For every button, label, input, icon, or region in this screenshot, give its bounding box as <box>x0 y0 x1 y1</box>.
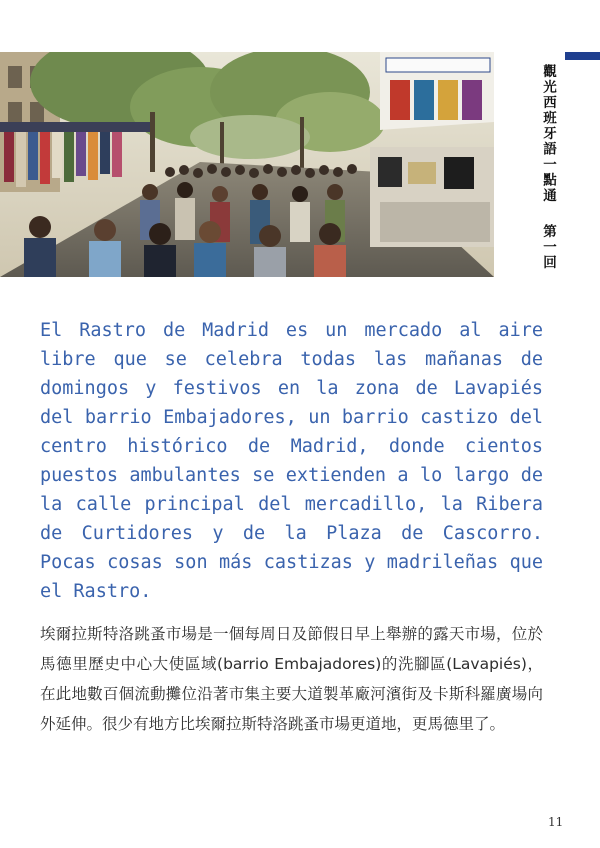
accent-bar <box>565 52 600 60</box>
volume-label: 第一回 <box>540 224 556 271</box>
spanish-paragraph: El Rastro de Madrid es un mercado al aire libre que se celebra todas las mañanas de domingos y festivos en la zona de Lavapiés del barrio Embajadores, un barrio castizo del centro histórico de Madrid, donde cientos puestos ambulantes se extienden a lo largo de la calle principal del mercadillo, la Ribera de Curtidores y de la Plaza de Cascorro. Pocas cosas son más castizas y madrileñas que el Rastro. <box>40 320 543 602</box>
page-number: 11 <box>548 815 564 829</box>
running-header <box>536 64 558 271</box>
market-scene-illustration <box>0 52 494 277</box>
series-title: 觀光西班牙語一點通 <box>540 64 556 204</box>
chinese-paragraph: 埃爾拉斯特洛跳蚤市場是一個每周日及節假日早上舉辦的露天市場，位於馬德里歷史中心大使區域(barrio Embajadores)的洗腳區(Lavapiés)，在此地數百個流動攤位沿著市集主要大道製革廠河濱街及卡斯科羅廣場向外延伸。很少有地方比埃爾拉斯特洛跳蚤市場更道地，更馬德里了。 <box>40 625 543 733</box>
market-photo <box>0 52 494 277</box>
